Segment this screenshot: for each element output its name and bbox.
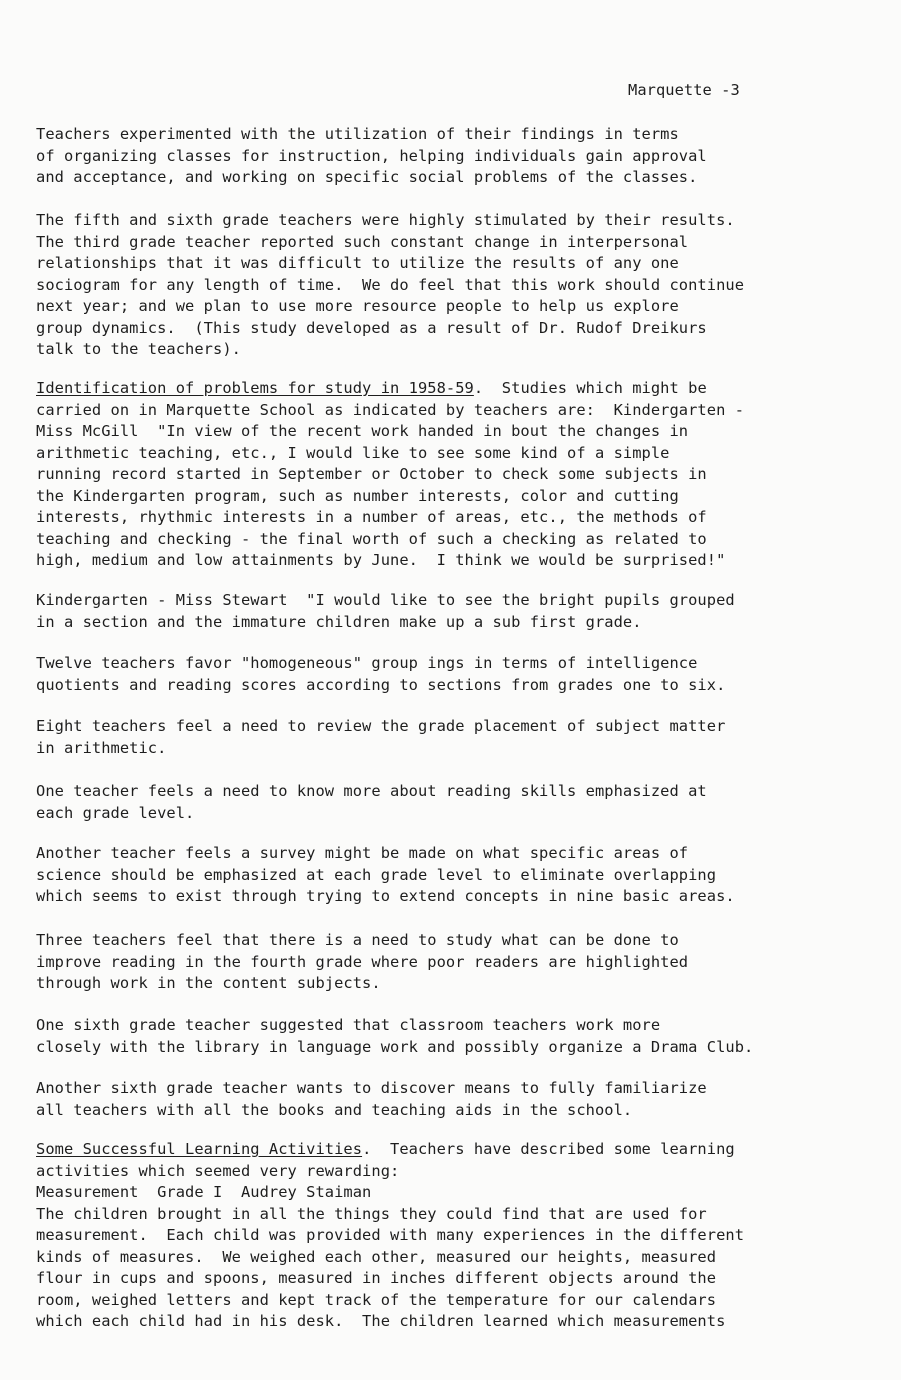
paragraph-fifth-sixth-grade [36,210,876,361]
text-line: The children brought in all the things they could find that are used for [36,1204,707,1223]
text-line: activities which seemed very rewarding: [36,1161,400,1180]
text-line: Another teacher feels a survey might be made on what specific areas of [36,844,689,862]
section-heading-identification: Identification of problems for study in 1958-59 [36,379,474,397]
text-line: relationships that it was difficult to utilize the results of any one [36,254,679,272]
text-line: group dynamics. (This study developed as a result of Dr. Rudof Dreikurs [36,318,707,337]
text-line: Teachers experimented with the utilization of their findings in terms [36,125,679,143]
text-line: each grade level. [36,803,195,822]
text-line: running record started in September or October to check some subjects in [36,465,707,483]
text-line: in a section and the immature children make up a sub first grade. [36,612,642,631]
text-line: Another sixth grade teacher wants to discover means to fully familiarize [36,1079,707,1097]
text-line [36,378,876,400]
page-number-header: Marquette -3 [628,81,740,99]
text-line: high, medium and low attainments by June. I think we would be surprised!" [36,551,726,569]
paragraph-twelve-teachers [36,653,876,696]
text-line: room, weighed letters and kept track of the temperature for our calendars [36,1290,717,1309]
text-line: quotients and reading scores according to sections from grades one to six. [36,675,726,694]
text-line: The third grade teacher reported such constant change in interpersonal [36,232,689,251]
text-line [36,1139,876,1161]
paragraph-miss-stewart [36,590,876,633]
text-line: Miss McGill "In view of the recent work handed in bout the changes in [36,422,689,440]
text-line: science should be emphasized at each grade level to eliminate overlapping [36,865,717,884]
text-line: talk to the teachers). [36,340,241,358]
text-line: flour in cups and spoons, measured in inches different objects around the [36,1269,717,1287]
paragraph-library-drama-club [36,1015,876,1058]
text-line: of organizing classes for instruction, helping individuals gain approval [36,146,707,165]
text-line: next year; and we plan to use more resource people to help us explore [36,297,679,315]
text-line: One teacher feels a need to know more about reading skills emphasized at [36,782,707,800]
paragraph-learning-activities [36,1139,876,1333]
paragraph-identification-of-problems [36,378,876,572]
paragraph-teaching-aids [36,1078,876,1121]
text-line: kinds of measures. We weighed each other, measured our heights, measured [36,1247,717,1266]
text-line: Eight teachers feel a need to review the grade placement of subject matter [36,717,726,735]
heading-continuation: . Studies which might be [473,379,707,397]
heading-continuation: . Teachers have described some learning [362,1140,735,1158]
text-line: closely with the library in language work and possibly organize a Drama Club. [36,1037,754,1056]
text-line: interests, rhythmic interests in a number of areas, etc., the methods of [36,508,707,526]
text-line: Kindergarten - Miss Stewart "I would like to see the bright pupils grouped [36,591,735,609]
paragraph-one-teacher-reading [36,781,876,824]
text-line: in arithmetic. [36,738,167,757]
text-line: measurement. Each child was provided with many experiences in the different [36,1226,745,1244]
paragraph-eight-teachers [36,716,876,759]
text-line: Three teachers feel that there is a need to study what can be done to [36,931,679,949]
paragraph-three-teachers [36,930,876,995]
text-line: sociogram for any length of time. We do feel that this work should continue [36,275,745,294]
text-line: and acceptance, and working on specific social problems of the classes. [36,168,698,186]
section-heading-learning-activities: Some Successful Learning Activities [36,1140,363,1158]
paragraph-findings [36,124,876,189]
text-line: through work in the content subjects. [36,974,381,992]
text-line: Measurement Grade I Audrey Staiman [36,1183,372,1201]
text-line: teaching and checking - the final worth of such a checking as related to [36,529,707,548]
text-line: arithmetic teaching, etc., I would like to see some kind of a simple [36,443,670,462]
text-line: all teachers with all the books and teaching aids in the school. [36,1100,633,1119]
paragraph-science-survey [36,843,876,908]
text-line: carried on in Marquette School as indicated by teachers are: Kindergarten - [36,400,745,419]
text-line: improve reading in the fourth grade where poor readers are highlighted [36,952,689,971]
text-line: which seems to exist through trying to extend concepts in nine basic areas. [36,887,735,905]
text-line: Twelve teachers favor "homogeneous" group ings in terms of intelligence [36,654,698,672]
text-line: which each child had in his desk. The children learned which measurements [36,1312,726,1330]
text-line: The fifth and sixth grade teachers were highly stimulated by their results. [36,211,735,229]
text-line: One sixth grade teacher suggested that classroom teachers work more [36,1016,661,1034]
text-line: the Kindergarten program, such as number interests, color and cutting [36,486,679,505]
